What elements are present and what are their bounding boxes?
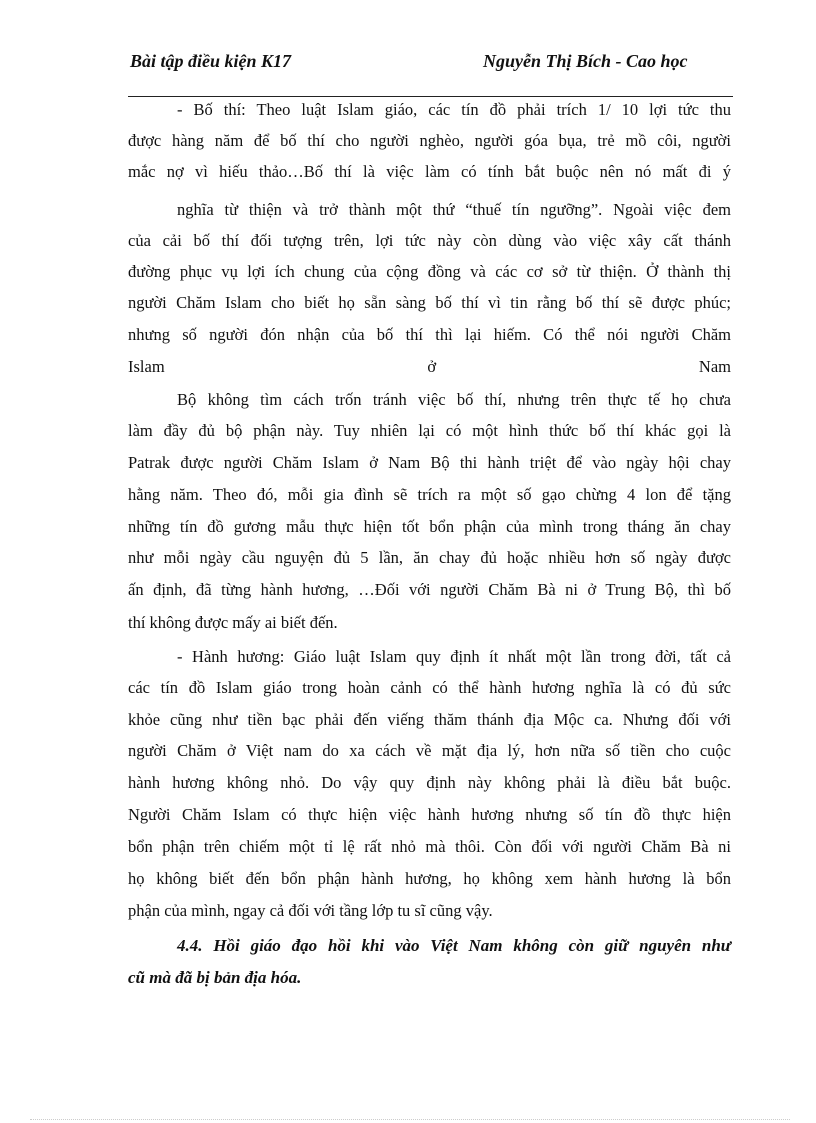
header-left: Bài tập điều kiện K17 (130, 51, 292, 71)
header-rule (128, 96, 733, 97)
text-line: - Bố thí: Theo luật Islam giáo, các tín đồ phải trích 1/ 10 lợi tức thu (177, 100, 731, 119)
text-line: như mỗi ngày cầu nguyện đủ 5 lần, ăn chay đủ hoặc nhiều hơn số ngày được (128, 548, 731, 567)
page-footer-dots (30, 1119, 790, 1120)
text-line: bổn phận trên chiếm một tỉ lệ rất nhỏ mà thôi. Còn đối với người Chăm Bà ni (128, 837, 731, 856)
text-line: Người Chăm Islam có thực hiện việc hành hương nhưng số tín đồ thực hiện (128, 805, 731, 824)
text-line: họ không biết đến bổn phận hành hương, họ không xem hành hương là bổn (128, 869, 731, 888)
section-heading-cont: cũ mà đã bị bản địa hóa. (128, 968, 302, 987)
text-line: hằng năm. Theo đó, mỗi gia đình sẽ trích ra một số gạo chừng 4 lon để tặng (128, 485, 731, 504)
text-line: làm đầy đủ bộ phận này. Tuy nhiên lại có một hình thức bố thí khác gọi là (128, 421, 731, 440)
text-line: đường phục vụ lợi ích chung của cộng đồng và các cơ sở từ thiện. Ở thành thị (128, 262, 731, 281)
header-right: Nguyễn Thị Bích - Cao học (483, 51, 688, 71)
text-line: ấn định, đã từng hành hương, …Đối với người Chăm Bà ni ở Trung Bộ, thì bố (128, 580, 731, 599)
text-line: những tín đồ gương mẫu thực hiện tốt bổn phận của mình trong tháng ăn chay (128, 517, 731, 536)
text-line: hành hương không nhỏ. Do vậy quy định này không phải là điều bắt buộc. (128, 773, 731, 792)
text-line: người Chăm ở Việt nam do xa cách về mặt địa lý, hơn nữa số tiền cho cuộc (128, 741, 731, 760)
text-line: thí không được mấy ai biết đến. (128, 613, 338, 632)
text-line: phận của mình, ngay cả đối với tầng lớp tu sĩ cũng vậy. (128, 901, 493, 920)
text-line: - Hành hương: Giáo luật Islam quy định ít nhất một lần trong đời, tất cả (177, 647, 731, 666)
text-line: mắc nợ vì hiếu thảo…Bố thí là việc làm có tính bắt buộc nên nó mất đi ý (128, 162, 731, 181)
text-line: Patrak được người Chăm Islam ở Nam Bộ thi hành triệt để vào ngày hội chay (128, 453, 731, 472)
section-heading: 4.4. Hồi giáo đạo hồi khi vào Việt Nam không còn giữ nguyên như (177, 936, 731, 955)
text-line: khỏe cũng như tiền bạc phải đến viếng thăm thánh địa Mộc ca. Nhưng đối với (128, 710, 731, 729)
text-line: các tín đồ Islam giáo trong hoàn cảnh có thể hành hương nghĩa là có đủ sức (128, 678, 731, 697)
text-line: người Chăm Islam cho biết họ sẵn sàng bố thí vì tin rằng bố thí sẽ được phúc; (128, 293, 731, 312)
text-line: Islam ở Nam (128, 357, 731, 376)
text-line: được hàng năm để bố thí cho người nghèo, người góa bụa, trẻ mồ côi, người (128, 131, 731, 150)
text-line: Bộ không tìm cách trốn tránh việc bố thí, nhưng trên thực tế họ chưa (177, 390, 731, 409)
text-line: của cải bố thí đối tượng trên, lợi tức này còn dùng vào việc xây cất thánh (128, 231, 731, 250)
text-line: nhưng số người đón nhận của bố thí thì lại hiếm. Có thể nói người Chăm (128, 325, 731, 344)
text-line: nghĩa từ thiện và trở thành một thứ “thuế tín ngưỡng”. Ngoài việc đem (177, 200, 731, 219)
